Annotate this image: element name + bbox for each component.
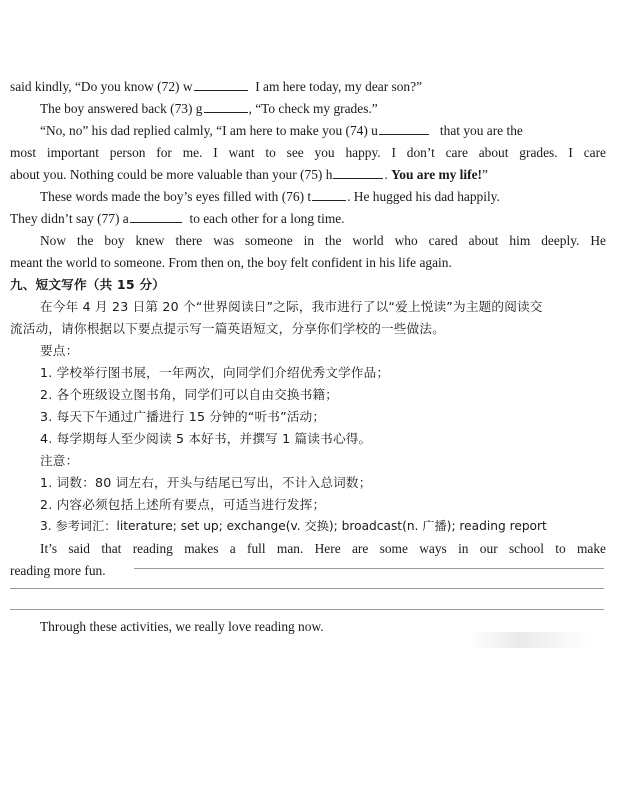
essay-opening-2: reading more fun.: [10, 563, 106, 578]
writing-line[interactable]: [134, 568, 604, 569]
story-line-1: said kindly, “Do you know (72) w I am here today, my dear son?”: [10, 76, 606, 97]
task-intro-2: 流活动，请你根据以下要点提示写一篇英语短文，分享你们学校的一些做法。: [10, 321, 445, 336]
story-line-4: most important person for me. I want to see you happy. I don’t care about grades. I care: [10, 145, 606, 160]
story-line-7: They didn’t say (77) a to each other for a long time.: [10, 208, 606, 229]
note-item: 2. 内容必须包括上述所有要点，可适当进行发挥；: [40, 497, 326, 512]
emphasis-text: You are my life!: [391, 167, 482, 182]
point-item: 2. 各个班级设立图书角，同学们可以自由交换书籍；: [40, 387, 339, 402]
task-intro-1: 在今年 4 月 23 日第 20 个“世界阅读日”之际，我市进行了以“爱上悦读”为主题的阅读交: [40, 299, 543, 314]
story-line-3: “No, no” his dad replied calmly, “I am here to make you (74) u that you are the: [40, 120, 606, 141]
point-item: 4. 每学期每人至少阅读 5 本好书，并撰写 1 篇读书心得。: [40, 431, 372, 446]
answer-blank-72[interactable]: [194, 76, 248, 91]
story-line-6: These words made the boy’s eyes filled with (76) t . He hugged his dad happily.: [40, 186, 606, 207]
story-line-2: The boy answered back (73) g , “To check my grades.”: [40, 98, 606, 119]
answer-blank-76[interactable]: [312, 186, 346, 201]
story-line-5: about you. Nothing could be more valuable than your (75) h . You are my life!”: [10, 164, 606, 185]
story-line-8: Now the boy knew there was someone in the world who cared about him deeply. He: [40, 233, 606, 248]
essay-closing: Through these activities, we really love reading now.: [40, 619, 324, 634]
answer-blank-74[interactable]: [379, 120, 429, 135]
answer-blank-73[interactable]: [204, 98, 248, 113]
points-title: 要点：: [40, 343, 79, 358]
answer-blank-75[interactable]: [333, 164, 383, 179]
section-heading: 九、短文写作（共 15 分）: [10, 277, 166, 292]
note-item: 1. 词数：80 词左右，开头与结尾已写出，不计入总词数；: [40, 475, 372, 490]
notes-title: 注意：: [40, 453, 79, 468]
writing-line[interactable]: [10, 588, 604, 589]
scan-smudge: [470, 632, 590, 648]
note-item: 3. 参考词汇：literature; set up; exchange(v. 交换); broadcast(n. 广播); reading report: [40, 519, 547, 533]
point-item: 3. 每天下午通过广播进行 15 分钟的“听书”活动；: [40, 409, 326, 424]
writing-line[interactable]: [10, 609, 604, 610]
answer-blank-77[interactable]: [130, 208, 182, 223]
story-line-9: meant the world to someone. From then on, the boy felt confident in his life again.: [10, 255, 452, 270]
point-item: 1. 学校举行图书展，一年两次，向同学们介绍优秀文学作品；: [40, 365, 390, 380]
essay-opening-1: It’s said that reading makes a full man. Here are some ways in our school to make: [40, 541, 606, 556]
